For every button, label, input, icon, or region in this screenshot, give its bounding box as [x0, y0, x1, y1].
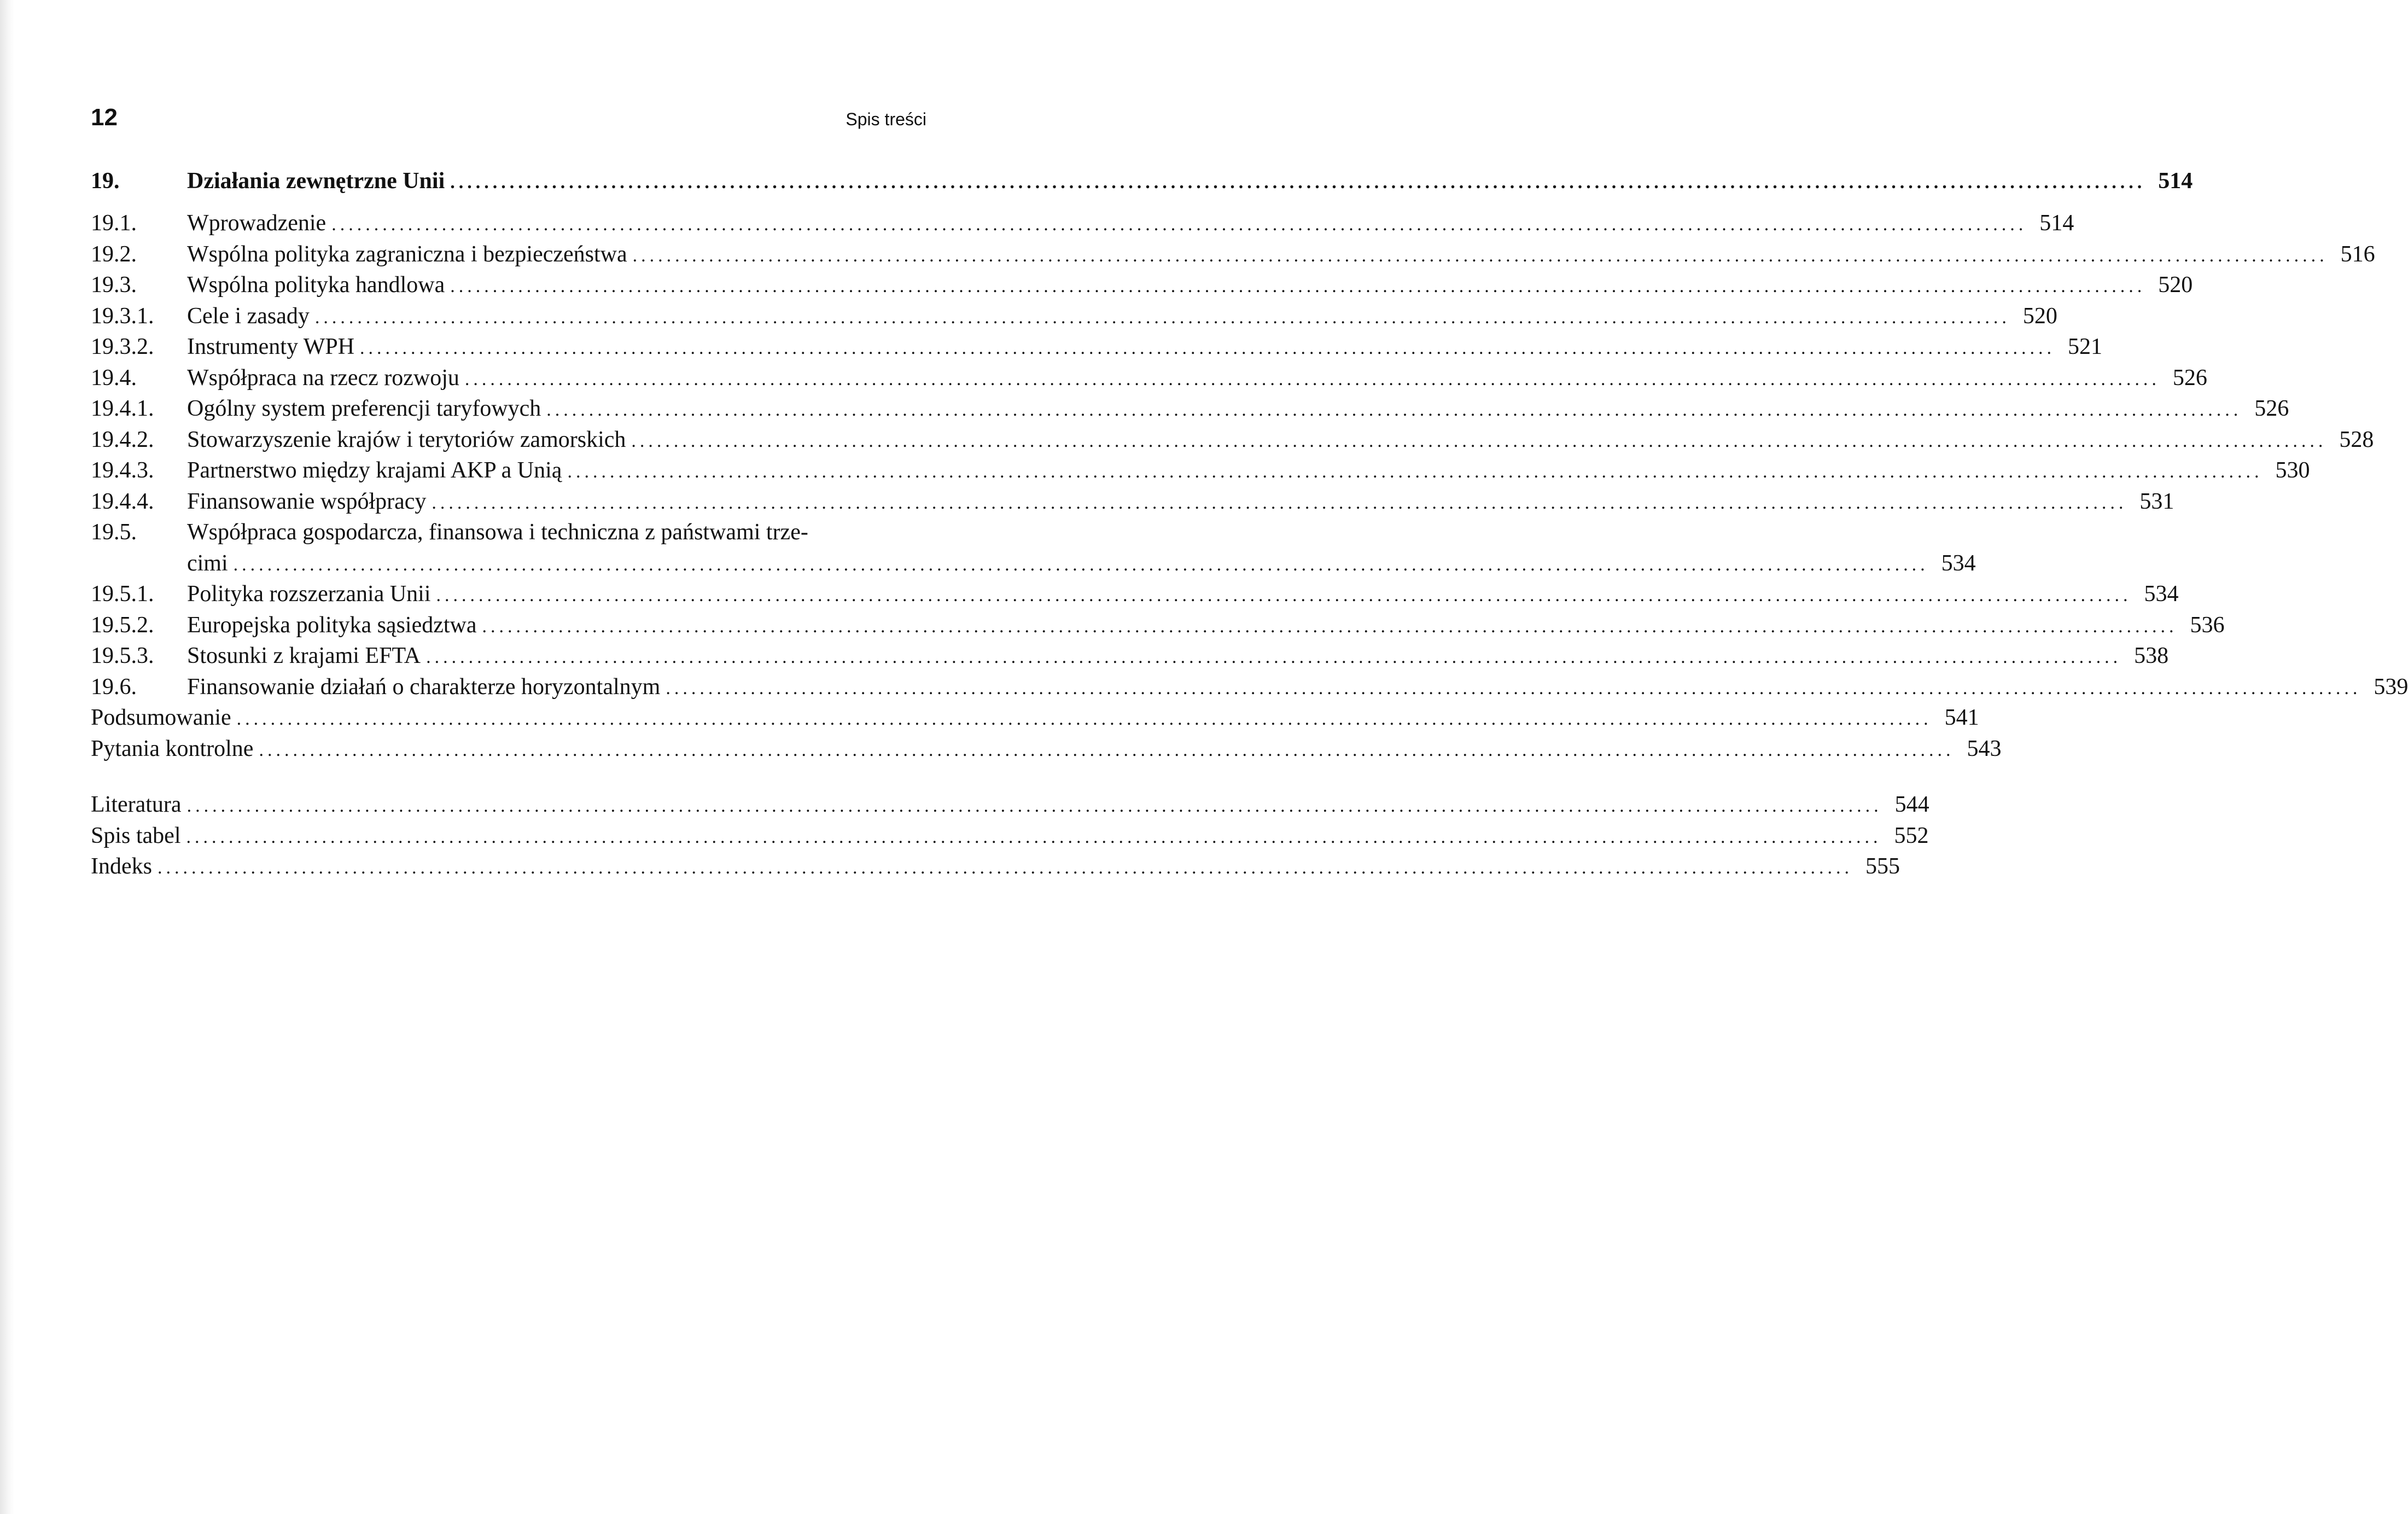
- scan-edge-shadow: [0, 0, 14, 1514]
- dot-leader: ........................................................................................................................................................................................................: [631, 430, 2327, 451]
- toc-entry: [91, 672, 2408, 703]
- toc-entry-title: Podsumowanie: [91, 705, 231, 730]
- toc-entry-title: Europejska polityka sąsiedztwa: [187, 612, 477, 638]
- toc-entry-title-line2: cimi: [187, 550, 228, 576]
- toc-entry-page: 516: [2340, 241, 2375, 267]
- dot-leader: ........................................................................................................................................................................................................: [632, 245, 2328, 266]
- toc-entry-page: 514: [2039, 211, 2074, 236]
- dot-leader: ........................................................................................................................................................................................................: [482, 616, 2178, 637]
- page-header: [91, 101, 926, 134]
- toc-entry-page: 544: [1894, 792, 1929, 817]
- toc-entry-back-matter: [91, 789, 1929, 820]
- toc-entry-number: 19.5.1.: [91, 581, 154, 607]
- dot-leader: ........................................................................................................................................................................................................: [666, 678, 2362, 698]
- toc-entry-number: 19.4.3.: [91, 458, 154, 483]
- toc-entry-page: 520: [2022, 303, 2057, 329]
- toc-entry-title: Finansowanie działań o charakterze horyzontalnym: [187, 674, 661, 700]
- toc-entry: [91, 363, 2207, 394]
- toc-entry-title: Wprowadzenie: [187, 211, 326, 236]
- toc-entry-title: Spis tabel: [91, 823, 181, 848]
- toc-entry-title: Polityka rozszerzania Unii: [187, 581, 431, 607]
- toc-entry-page: 528: [2339, 427, 2374, 452]
- dot-leader: ........................................................................................................................................................................................................: [464, 369, 2160, 389]
- dot-leader: ........................................................................................................................................................................................................: [360, 338, 2056, 358]
- toc-entry-title: Stosunki z krajami EFTA: [187, 643, 421, 668]
- toc-entry-page: 520: [2158, 272, 2193, 298]
- dot-leader: ........................................................................................................................................................................................................: [432, 492, 2127, 513]
- dot-leader: ........................................................................................................................................................................................................: [331, 214, 2027, 235]
- toc-entry-number: 19.4.2.: [91, 427, 154, 452]
- toc-entry-page: 543: [1967, 736, 2002, 761]
- toc-entry-page: 539: [2374, 674, 2408, 700]
- toc-entry: [91, 393, 2289, 424]
- toc-entry-page: 536: [2190, 612, 2225, 638]
- toc-entry-number: 19.4.1.: [91, 396, 154, 421]
- toc-entry-title: Literatura: [91, 792, 182, 817]
- toc-chapter-entry: [91, 162, 2193, 200]
- toc-entry: [91, 610, 2225, 641]
- toc-entry-number: 19.3.2.: [91, 334, 154, 359]
- toc-entry-title: Partnerstwo między krajami AKP a Unią: [187, 458, 562, 483]
- running-head: Spis treści: [846, 109, 926, 129]
- dot-leader: ........................................................................................................................................................................................................: [233, 554, 1929, 575]
- toc-entry-page: 521: [2068, 334, 2103, 359]
- toc-entry-number: 19.3.1.: [91, 303, 154, 329]
- toc-entry-number: 19.4.: [91, 365, 137, 391]
- toc-entry: [91, 486, 2174, 517]
- toc-entry-unnumbered: [91, 702, 1979, 733]
- dot-leader: ........................................................................................................................................................................................................: [546, 400, 2242, 420]
- toc-entry-title: Instrumenty WPH: [187, 334, 355, 359]
- dot-leader: ........................................................................................................................................................................................................: [314, 307, 2010, 328]
- toc-entry: [91, 579, 2179, 610]
- toc-entry-number: 19.2.: [91, 241, 137, 267]
- toc-entry-page: 538: [2134, 643, 2169, 668]
- toc-entry-number: 19.3.: [91, 272, 137, 298]
- toc-entry-page: 541: [1944, 705, 1979, 730]
- dot-leader: ........................................................................................................................................................................................................: [157, 858, 1853, 878]
- toc-entry-page: 530: [2275, 458, 2310, 483]
- toc-entry-number: 19.5.: [91, 520, 137, 545]
- toc-entry: [91, 424, 2374, 456]
- toc-entry-back-matter: [91, 851, 1900, 882]
- toc-entry-number: 19.6.: [91, 674, 137, 700]
- toc-entry-number: 19.1.: [91, 211, 137, 236]
- toc-entry: [91, 331, 2103, 363]
- toc-entry-number: 19.5.3.: [91, 643, 154, 668]
- dot-leader: ........................................................................................................................................................................................................: [567, 462, 2263, 482]
- toc-entry-page: 526: [2254, 396, 2289, 421]
- table-of-contents: [91, 162, 2408, 882]
- toc-entry: [91, 455, 2310, 486]
- toc-entry-title: Wspólna polityka zagraniczna i bezpieczeństwa: [187, 241, 627, 267]
- toc-entry-multiline: [91, 517, 1976, 579]
- dot-leader: ........................................................................................................................................................................................................: [186, 826, 1882, 847]
- toc-entry-page: 531: [2139, 488, 2174, 514]
- toc-entry-page: 514: [2158, 168, 2193, 194]
- toc-entry-title: Cele i zasady: [187, 303, 310, 329]
- toc-entry-back-matter: [91, 820, 1929, 852]
- toc-entry-title: Indeks: [91, 854, 152, 879]
- toc-entry: [91, 208, 2074, 239]
- toc-entry: [91, 270, 2193, 301]
- toc-entry: [91, 301, 2057, 332]
- toc-entry-page: 552: [1894, 823, 1929, 848]
- toc-entry-number: 19.5.2.: [91, 612, 154, 638]
- section-spacer: [91, 764, 928, 789]
- toc-entry-title: Działania zewnętrzne Unii: [187, 168, 445, 194]
- page-number: 12: [91, 104, 118, 131]
- toc-entry-title: Pytania kontrolne: [91, 736, 254, 761]
- toc-entry-page: 555: [1865, 854, 1900, 879]
- dot-leader: ........................................................................................................................................................................................................: [450, 172, 2146, 193]
- toc-entry: [91, 239, 2375, 270]
- dot-leader: ........................................................................................................................................................................................................: [236, 709, 1932, 729]
- toc-entry-number: 19.4.4.: [91, 488, 154, 514]
- dot-leader: ........................................................................................................................................................................................................: [186, 796, 1882, 816]
- toc-entry-title: Ogólny system preferencji taryfowych: [187, 396, 541, 421]
- toc-entry-title: Współpraca na rzecz rozwoju: [187, 365, 459, 391]
- toc-entry-title: Stowarzyszenie krajów i terytoriów zamorskich: [187, 427, 626, 452]
- toc-entry-title-line1: Współpraca gospodarcza, finansowa i techniczna z państwami trze-: [187, 520, 808, 545]
- dot-leader: ........................................................................................................................................................................................................: [436, 585, 2132, 605]
- toc-entry-unnumbered: [91, 733, 2002, 765]
- toc-entry-title: Finansowanie współpracy: [187, 488, 427, 514]
- toc-entry-number: 19.: [91, 168, 120, 194]
- toc-entry-title: Wspólna polityka handlowa: [187, 272, 445, 298]
- dot-leader: ........................................................................................................................................................................................................: [259, 739, 1955, 760]
- toc-entry-page: 534: [2144, 581, 2179, 607]
- toc-entry: [91, 640, 2169, 672]
- dot-leader: ........................................................................................................................................................................................................: [426, 647, 2122, 667]
- toc-entry-page: 526: [2172, 365, 2207, 391]
- toc-entry-page: 534: [1941, 550, 1976, 576]
- dot-leader: ........................................................................................................................................................................................................: [450, 276, 2146, 296]
